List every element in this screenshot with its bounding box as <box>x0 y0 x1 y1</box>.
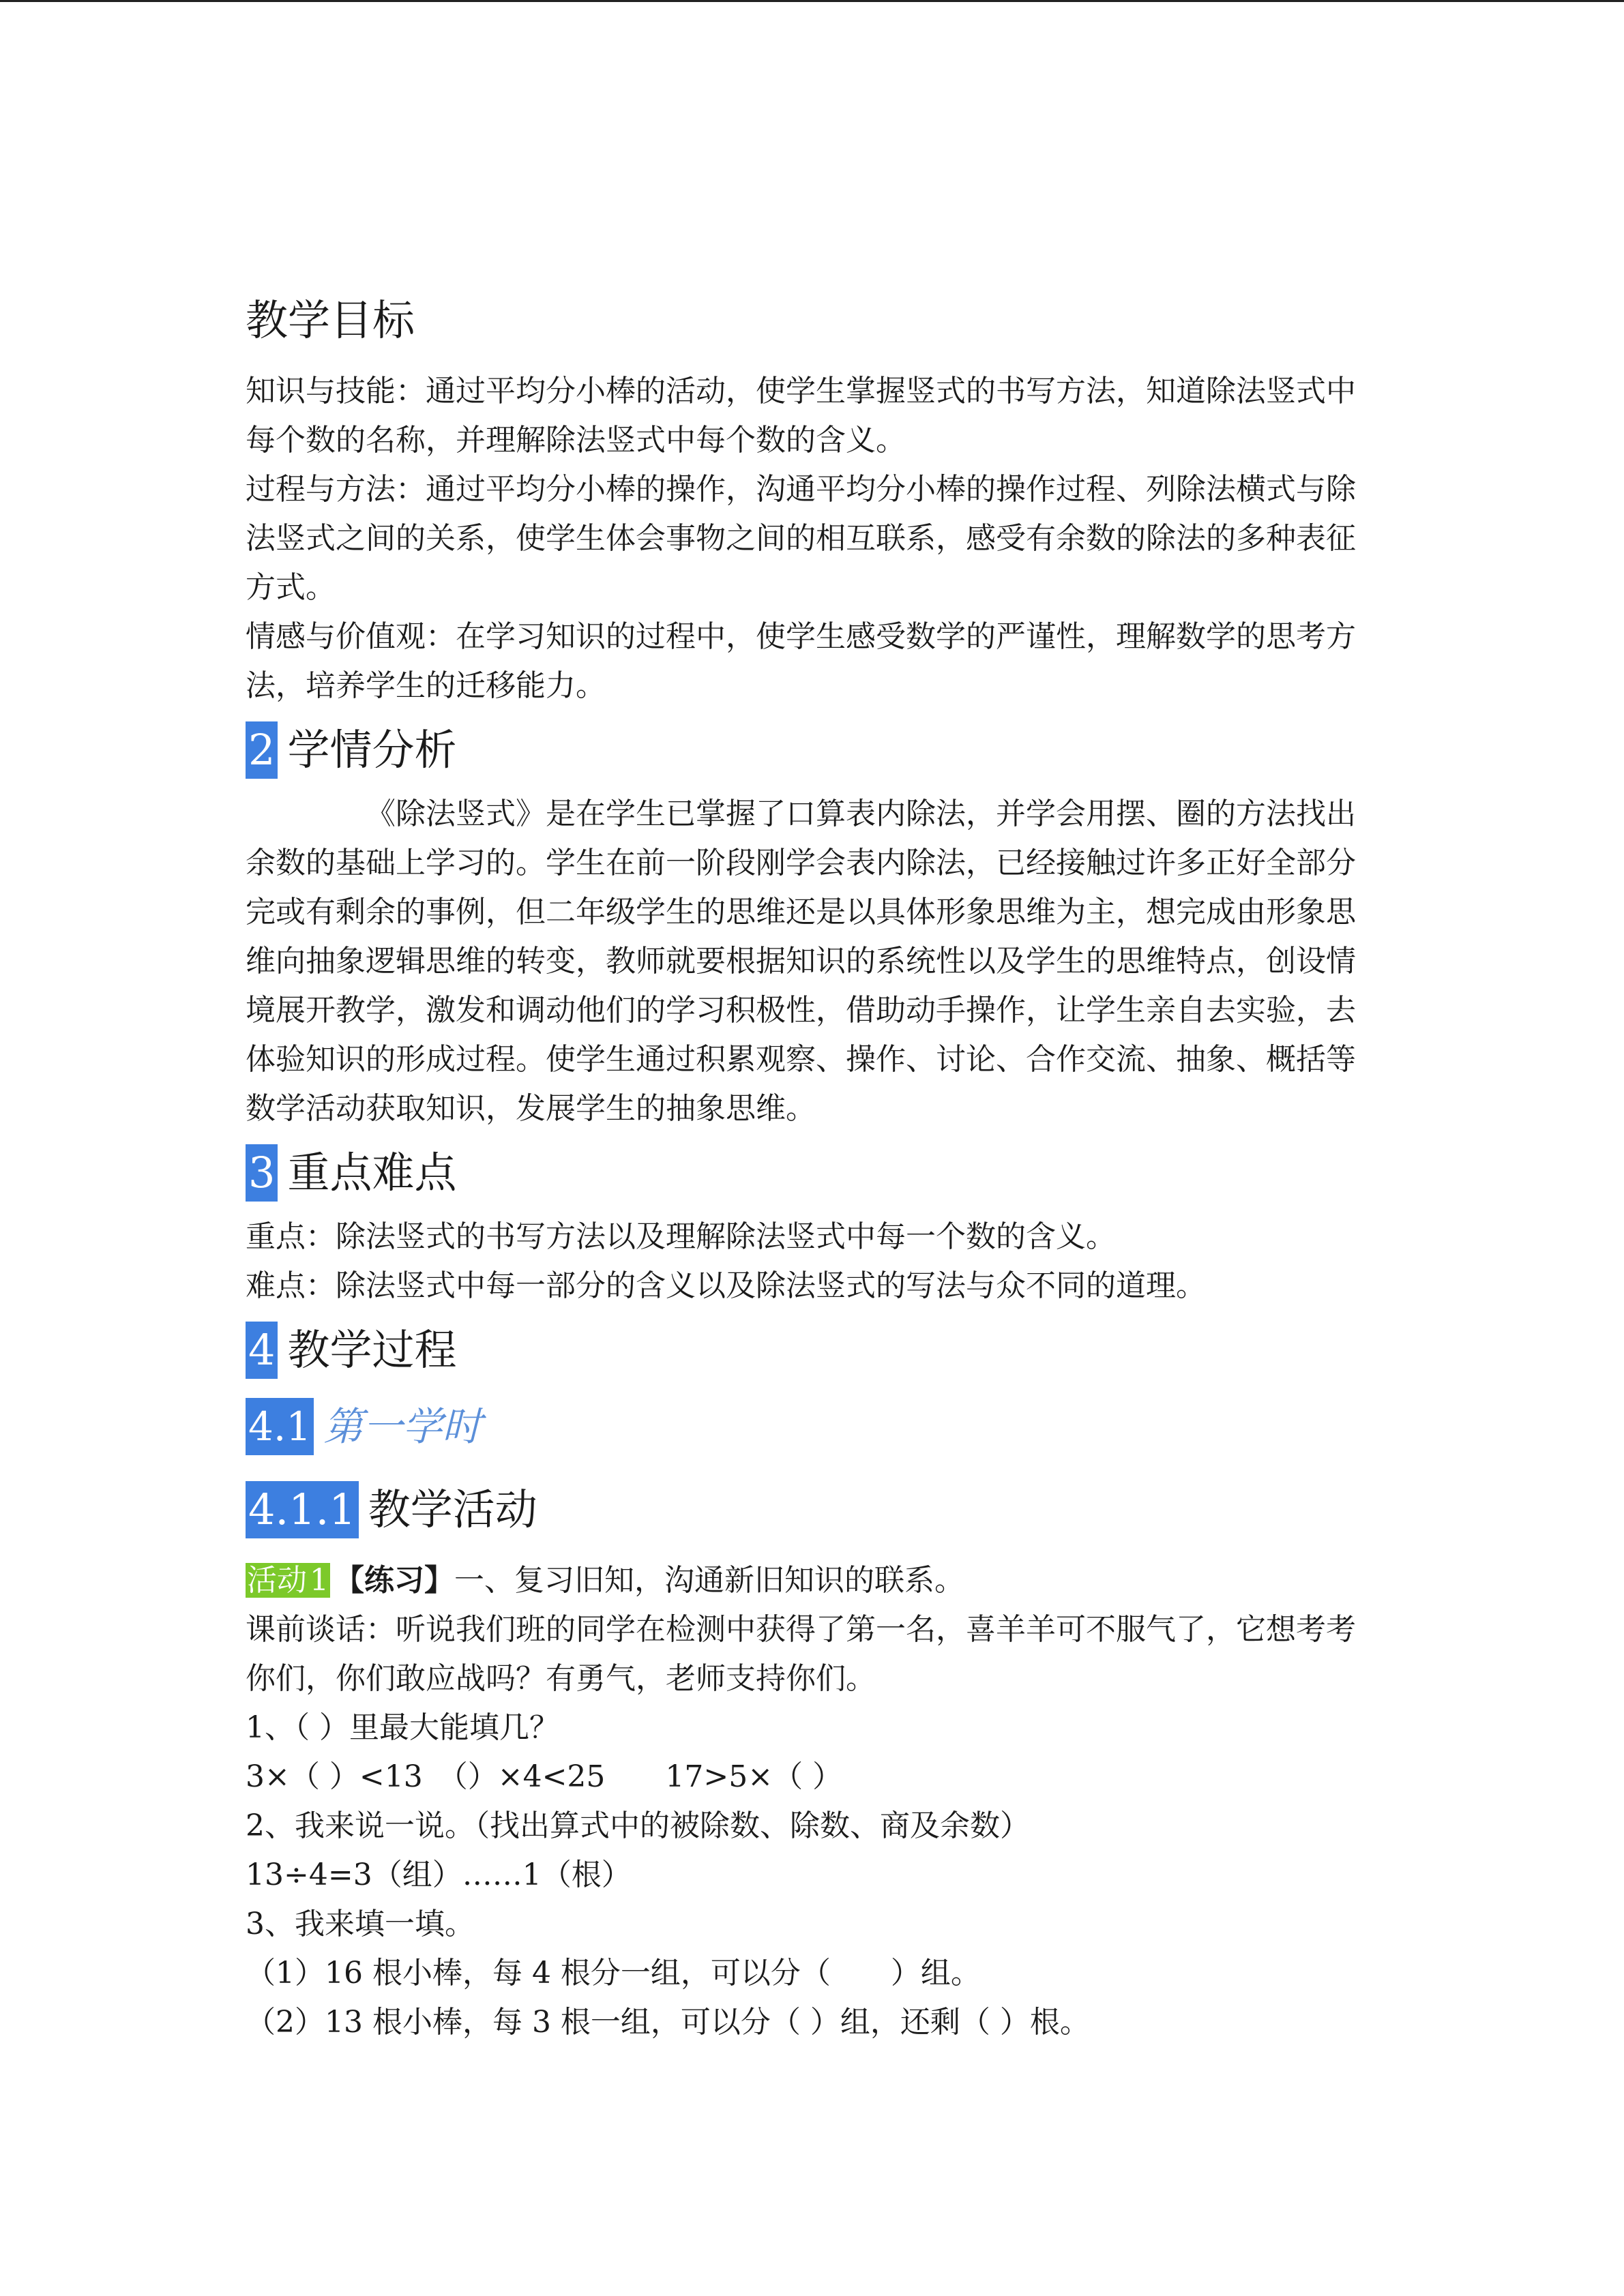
activity-line: 2、我来说一说。（找出算式中的被除数、除数、商及余数） <box>246 1808 1030 1843</box>
objectives-process: 过程与方法：通过平均分小棒的操作，沟通平均分小棒的操作过程、列除法横式与除法竖式之间的关系，使学生体会事物之间的相互联系，感受有余数的除法的多种表征方式。 <box>246 472 1356 605</box>
activity-line: （1）16 根小棒，每 4 根分一组，可以分（ ）组。 <box>246 1956 981 1991</box>
objectives-emotion: 情感与价值观：在学习知识的过程中，使学生感受数学的严谨性，理解数学的思考方法，培养学生的迁移能力。 <box>246 619 1356 703</box>
keypoints-focus: 重点：除法竖式的书写方法以及理解除法竖式中每一个数的含义。 <box>246 1219 1116 1254</box>
activity-number: 1 <box>310 1563 329 1598</box>
activity-section-title: 教学活动 <box>368 1485 537 1534</box>
activity-line: 1、（ ）里最大能填几？ <box>246 1710 559 1745</box>
activity-tag: 【练习】 <box>334 1563 454 1598</box>
keypoints-difficulty: 难点：除法竖式中每一部分的含义以及除法竖式的写法与众不同的道理。 <box>246 1268 1206 1303</box>
lesson-heading <box>246 1392 1378 1461</box>
process-heading-title: 教学过程 <box>287 1325 457 1375</box>
analysis-heading-number: 2 <box>246 721 278 779</box>
lesson-heading-title: 第一学时 <box>323 1403 482 1450</box>
activity-line: 课前谈话：听说我们班的同学在检测中获得了第一名，喜羊羊可不服气了，它想考考你们，你们敢应战吗？有勇气，老师支持你们。 <box>246 1612 1356 1696</box>
activity-line: 13÷4=3（组）……1（根） <box>246 1858 632 1892</box>
document-page <box>246 286 1378 2047</box>
activity-line: 3、我来填一填。 <box>246 1907 475 1941</box>
analysis-heading-title: 学情分析 <box>287 725 457 775</box>
activity-line: （2）13 根小棒，每 3 根一组，可以分（ ）组，还剩（ ）根。 <box>246 2005 1090 2040</box>
activity-section-number: 4.1.1 <box>246 1481 359 1538</box>
process-heading-number: 4 <box>246 1322 278 1379</box>
keypoints-heading <box>246 1139 1378 1207</box>
keypoints-heading-number: 3 <box>246 1144 278 1202</box>
activity-label: 活动 <box>247 1563 307 1598</box>
activity-title-line <box>246 1556 1378 1605</box>
objectives-heading: 教学目标 <box>246 295 415 345</box>
objectives-knowledge: 知识与技能：通过平均分小棒的活动，使学生掌握竖式的书写方法，知道除法竖式中每个数的名称，并理解除法竖式中每个数的含义。 <box>246 374 1356 458</box>
process-heading <box>246 1316 1378 1384</box>
analysis-paragraph: 《除法竖式》是在学生已掌握了口算表内除法，并学会用摆、圈的方法找出余数的基础上学习的。学生在前一阶段刚学会表内除法，已经接触过许多正好全部分完或有剩余的事例，但二年级学生的思维还是以具体形象思维为主，想完成由形象思维向抽象逻辑思维的转变，教师就要根据知识的系统性以及学生的思维特点，创设情境展开教学，激发和调动他们的学习积极性，借助动手操作，让学生亲自去实验，去体验知识的形成过程。使学生通过积累观察、操作、讨论、合作交流、抽象、概括等数学活动获取知识，发展学生的抽象思维。 <box>246 796 1356 1126</box>
activity-section-heading <box>246 1476 1378 1544</box>
analysis-heading <box>246 716 1378 784</box>
lesson-heading-number: 4.1 <box>246 1398 314 1455</box>
keypoints-heading-title: 重点难点 <box>287 1148 457 1197</box>
page-top-border <box>0 0 1624 2</box>
activity-title: 一、复习旧知，沟通新旧知识的联系。 <box>454 1563 964 1598</box>
activity-line: 3×（ ）<13 （）×4<25 17>5×（ ） <box>246 1759 843 1794</box>
